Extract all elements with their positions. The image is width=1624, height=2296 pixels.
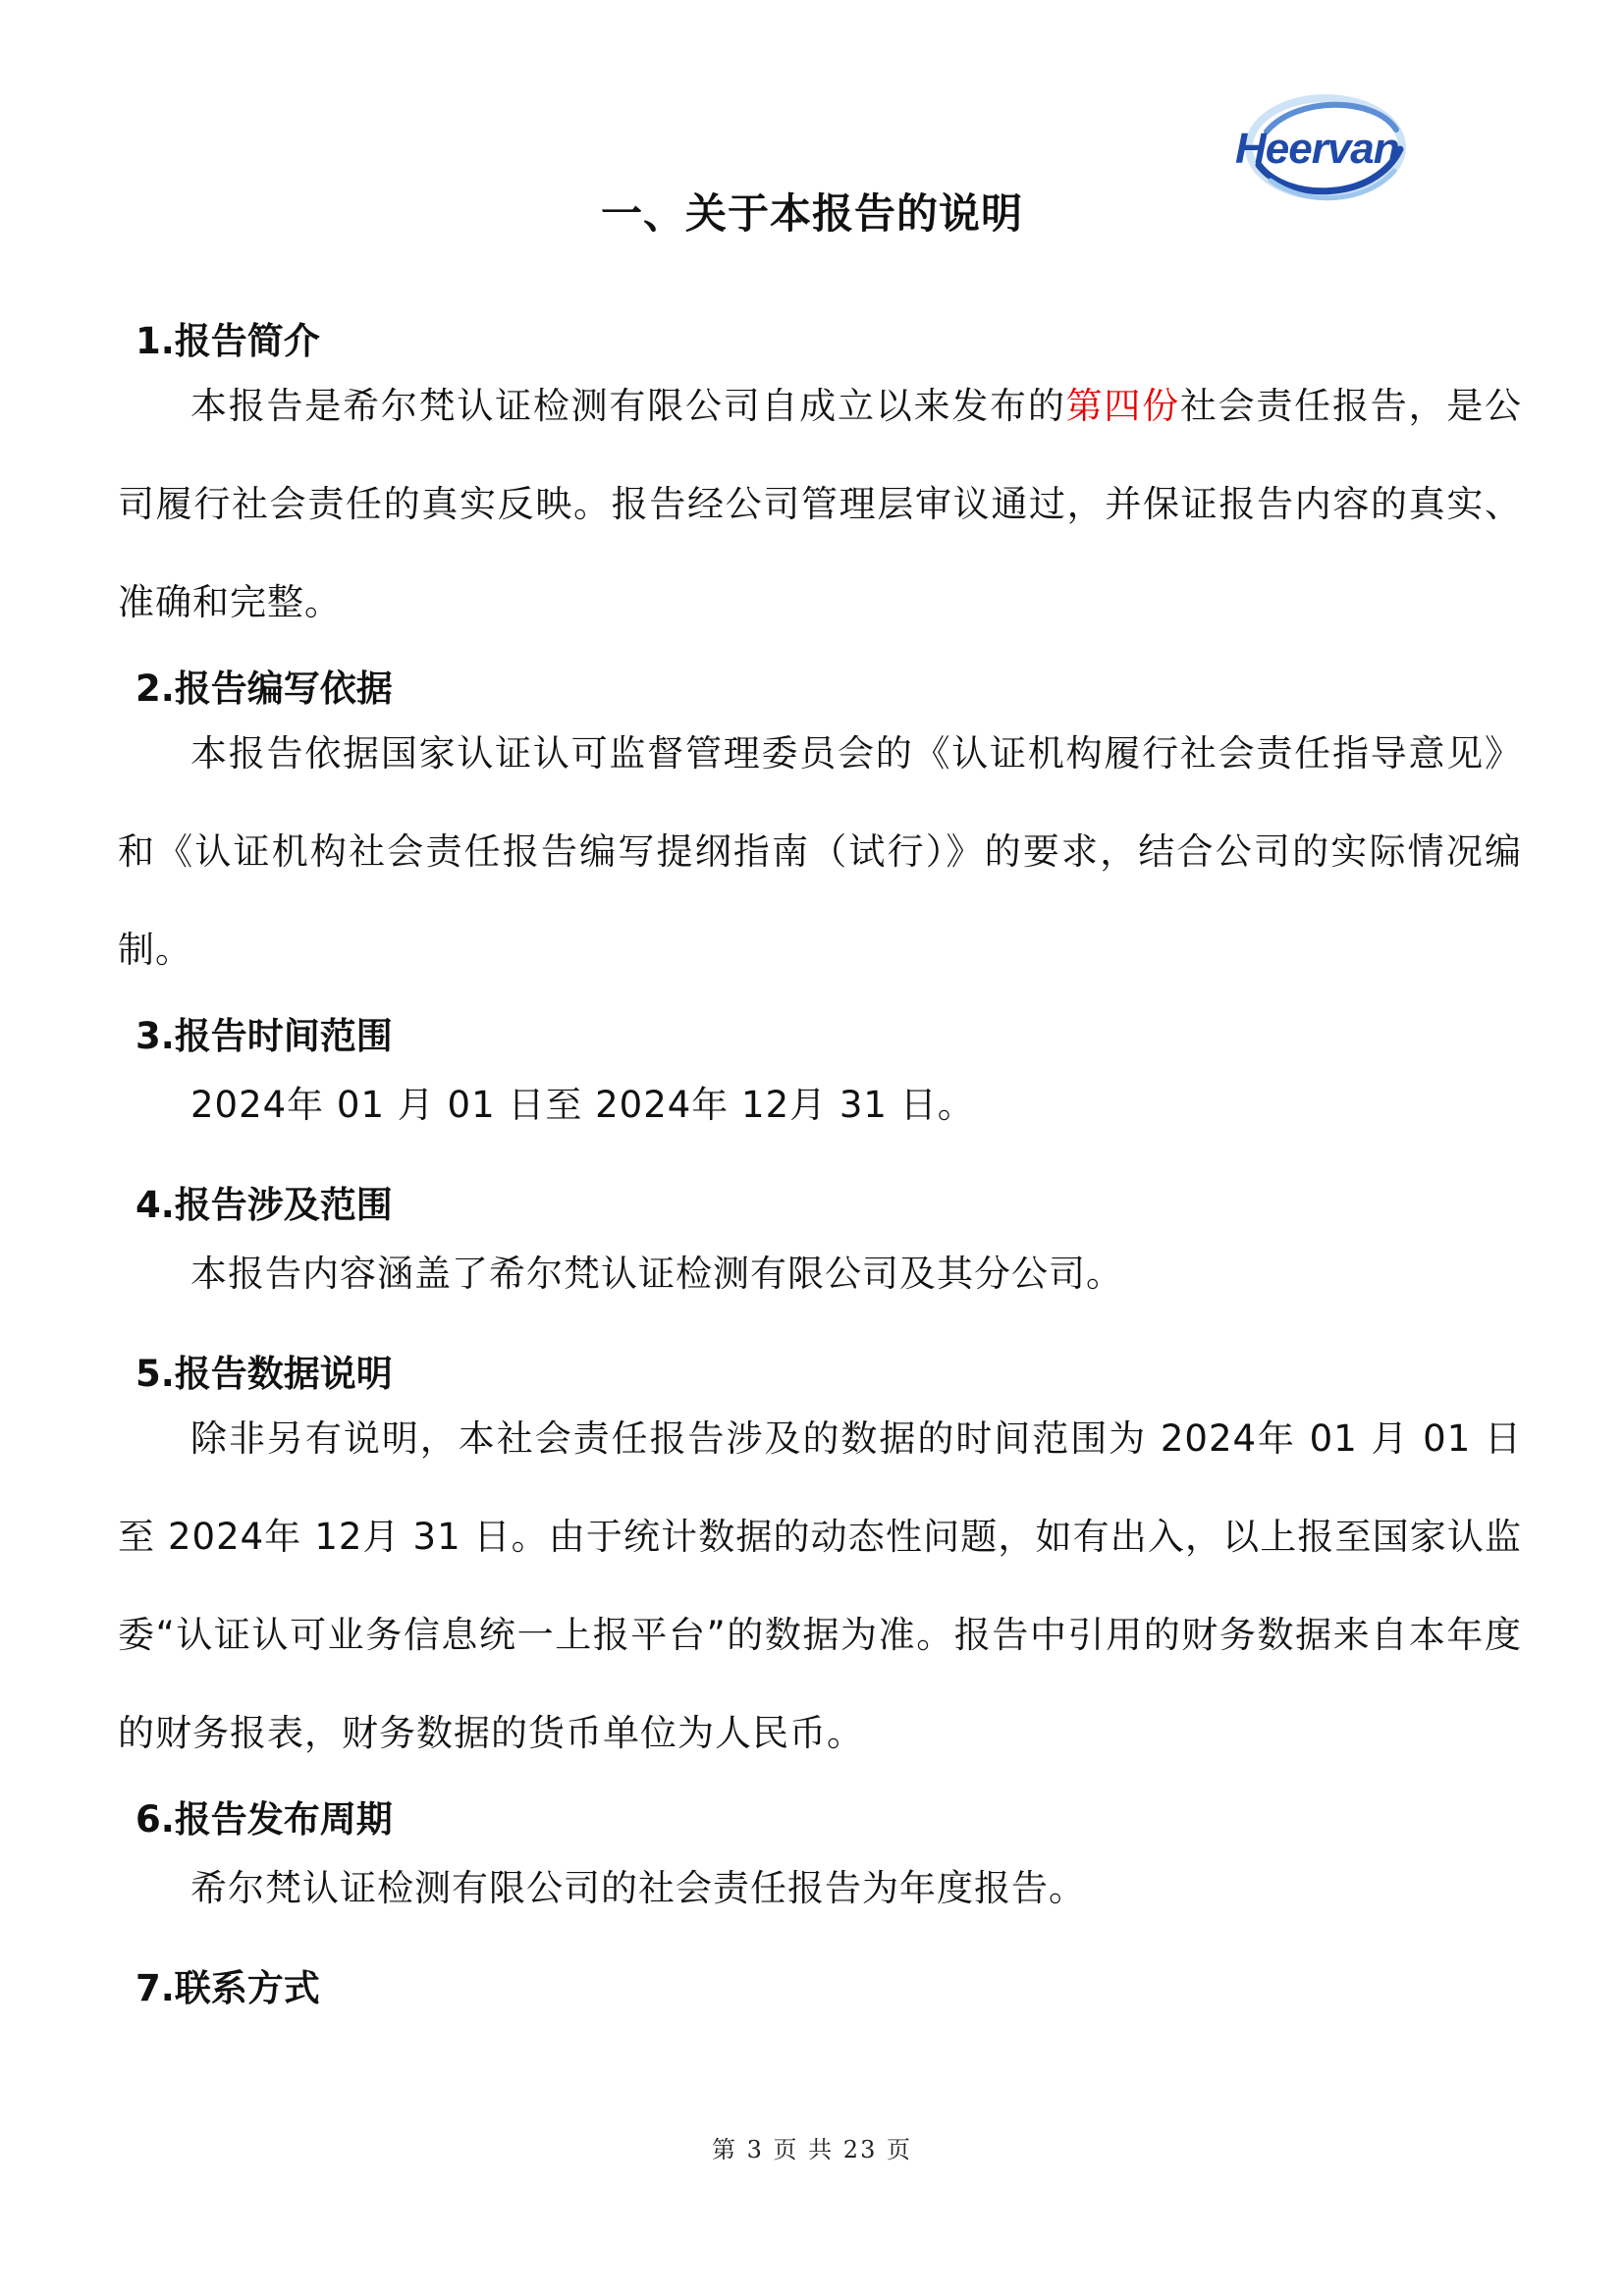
section-heading-3: 3.报告时间范围	[135, 1015, 393, 1057]
highlight-report-count: 第四份	[1065, 385, 1180, 427]
paragraph-1-after: 社会责任报告，是公司履行社会责任的真实反映。报告经公司管理层审议通过，并保证报告内容的真实、准确和完整。	[118, 385, 1523, 623]
section-paragraph-4: 本报告内容涵盖了希尔梵认证检测有限公司及其分公司。	[190, 1253, 1123, 1295]
section-paragraph-5: 除非另有说明，本社会责任报告涉及的数据的时间范围为 2024年 01 月 01 日至 2024年 12月 31 日。由于统计数据的动态性问题，如有出入，以上报至国家认监委“认证认可业务信息统一上报平台”的数据为准。报告中引用的财务数据来自本年度的财务报表，财务数据的货币单位为人民币。	[118, 1417, 1522, 1754]
section-heading-1: 1.报告简介	[135, 320, 320, 362]
section-heading-4: 4.报告涉及范围	[135, 1184, 393, 1226]
section-paragraph-1	[118, 357, 1522, 652]
logo-wordmark: Heervan	[1235, 125, 1399, 173]
section-heading-7: 7.联系方式	[135, 1967, 320, 2009]
section-heading-2: 2.报告编写依据	[135, 667, 393, 710]
document-body	[118, 312, 1522, 2018]
section-paragraph-2: 本报告依据国家认证认可监督管理委员会的《认证机构履行社会责任指导意见》和《认证机构社会责任报告编写提纲指南（试行）》的要求，结合公司的实际情况编制。	[118, 732, 1522, 971]
section-paragraph-3: 2024年 01 月 01 日至 2024年 12月 31 日。	[190, 1084, 975, 1126]
page-number: 第 3 页 共 23 页	[712, 2136, 912, 2163]
section-heading-5: 5.报告数据说明	[135, 1353, 393, 1395]
page-title: 一、关于本报告的说明	[600, 189, 1023, 238]
section-paragraph-6: 希尔梵认证检测有限公司的社会责任报告为年度报告。	[190, 1867, 1086, 1909]
section-heading-6: 6.报告发布周期	[135, 1798, 393, 1841]
paragraph-1-before: 本报告是希尔梵认证检测有限公司自成立以来发布的	[190, 385, 1066, 427]
